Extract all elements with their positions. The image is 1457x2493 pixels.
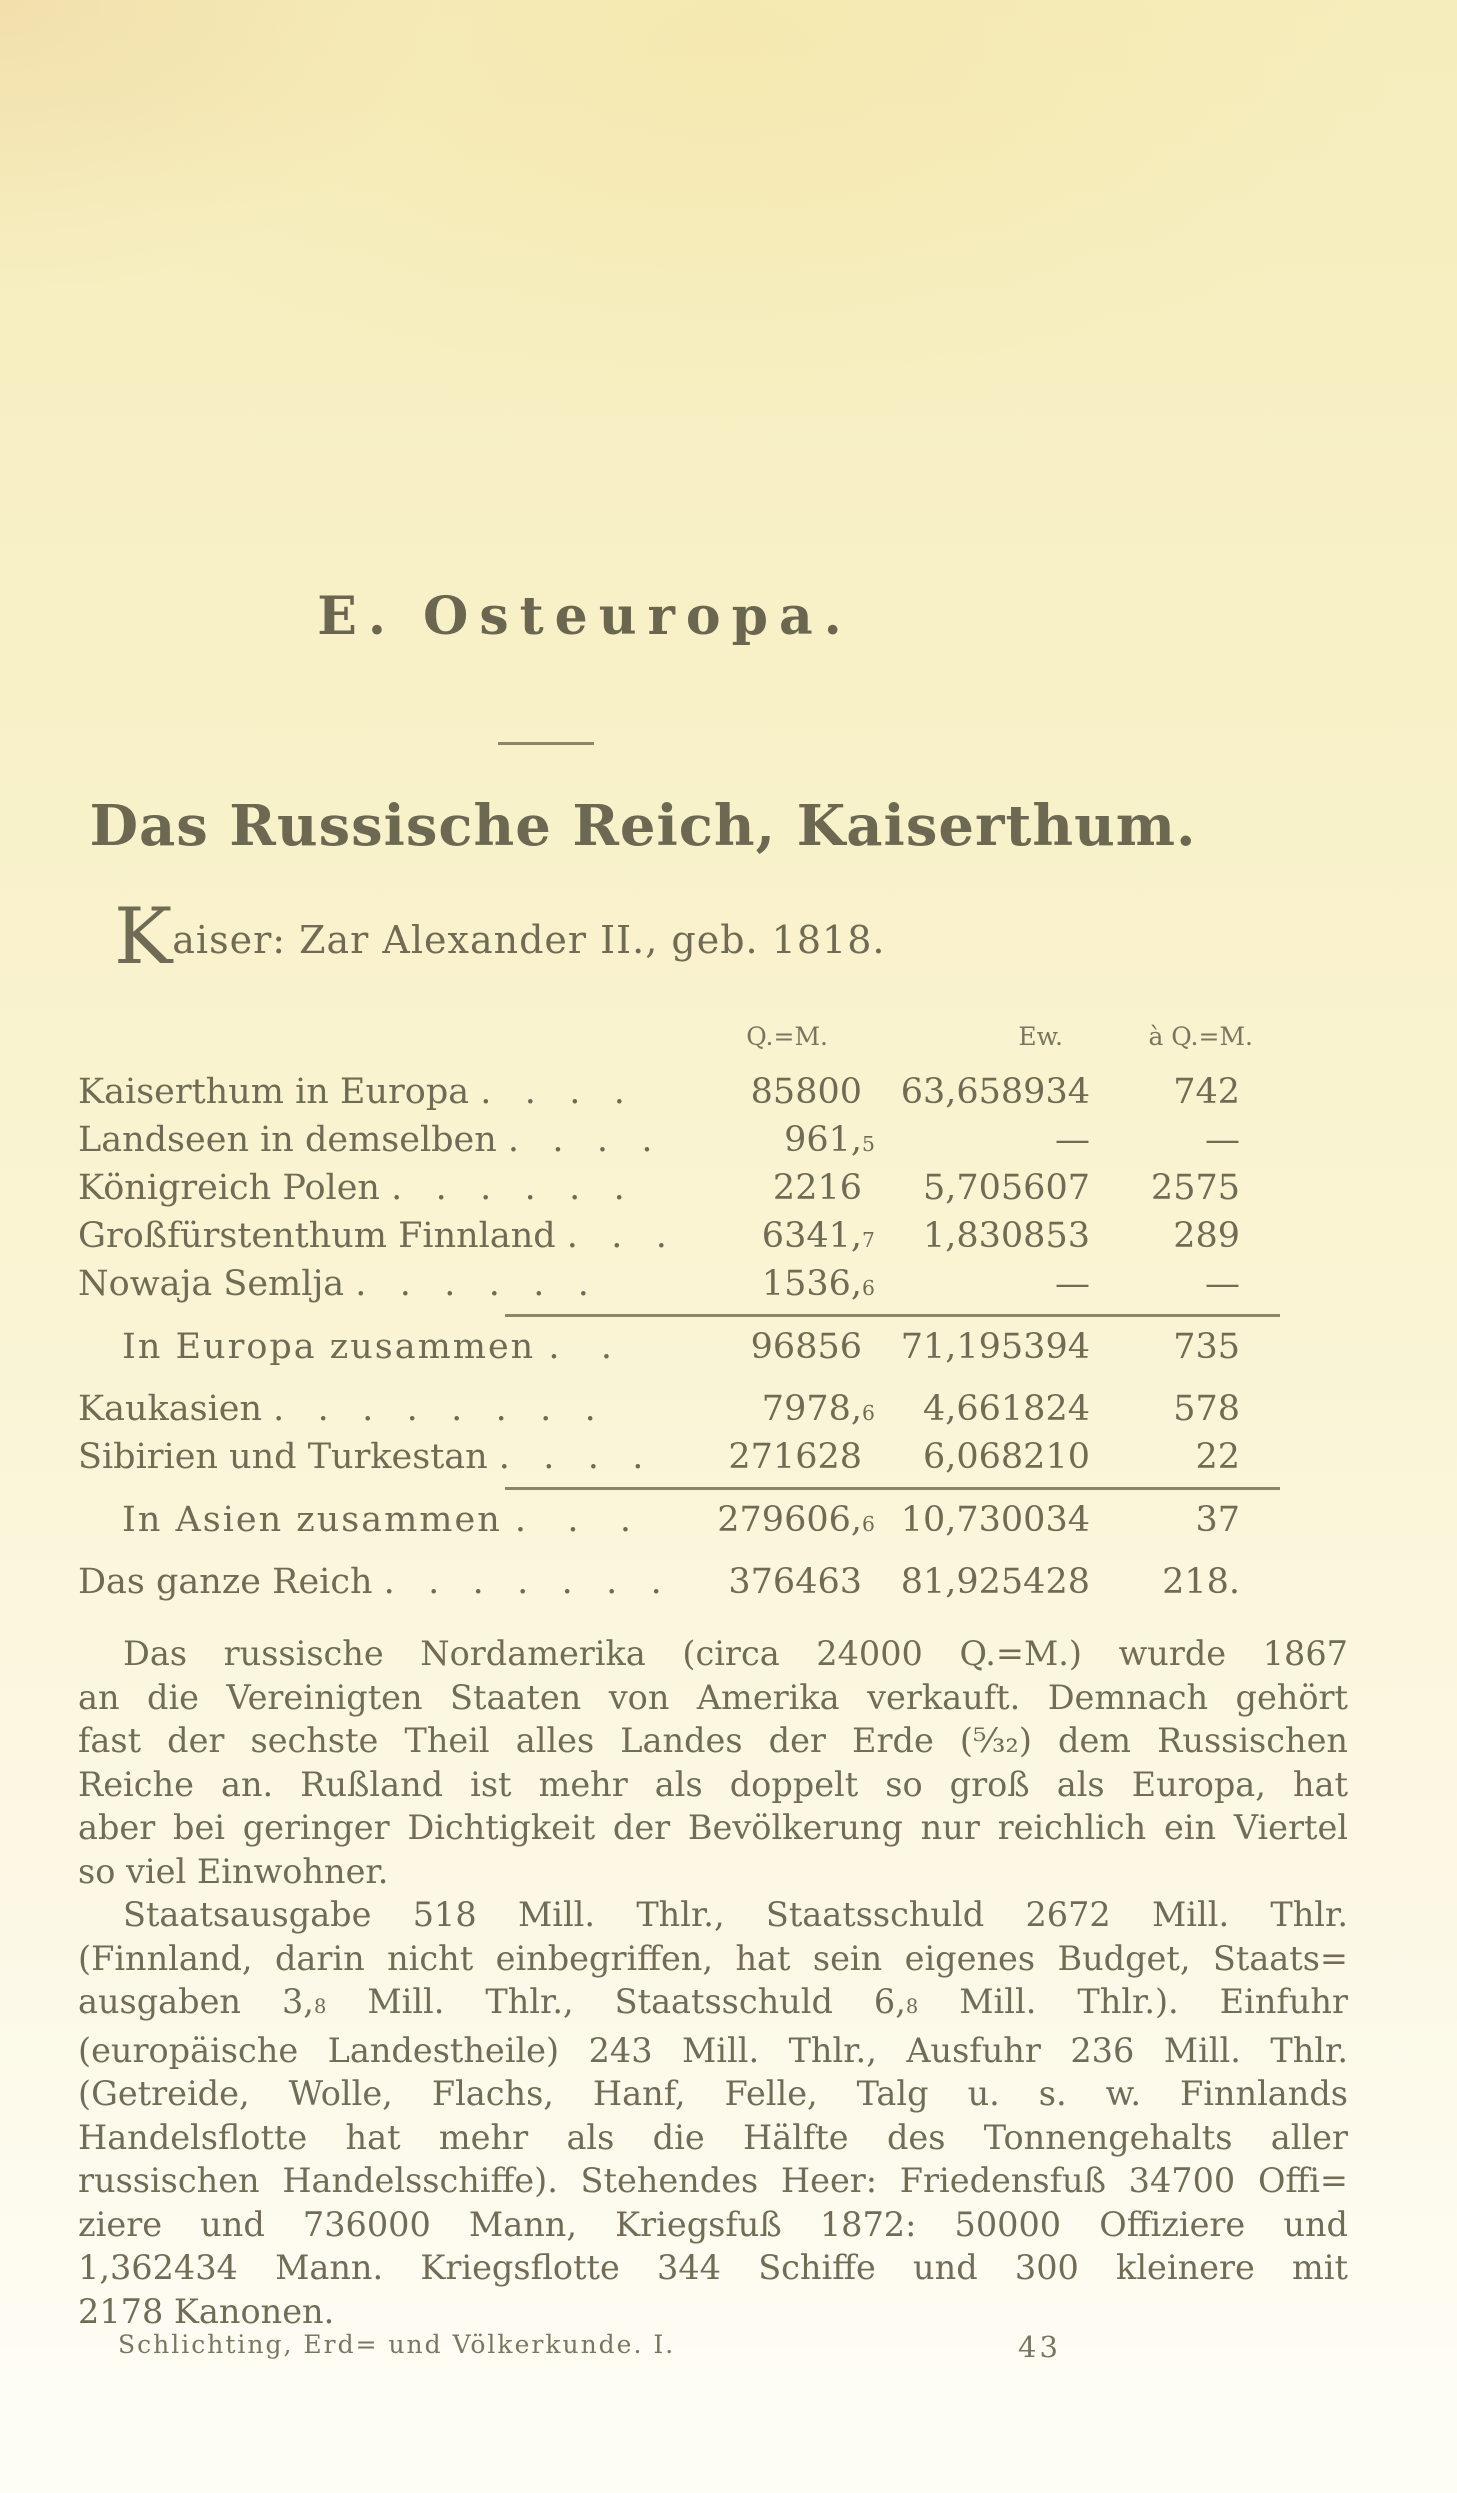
section-heading <box>0 586 1220 647</box>
row-aqm: 37 <box>1195 1500 1240 1540</box>
body-line: Staatsausgabe 518 Mill. Thlr., Staatsschuld 2672 Mill. Thlr. <box>123 1895 1348 1934</box>
row-qm: 271628 <box>728 1437 862 1477</box>
table-row <box>78 1433 1348 1481</box>
body-line: ziere und 736000 Mann, Kriegsfuß 1872: 50000 Offiziere und <box>78 2204 1348 2244</box>
body-line: fast der sechste Theil alles Landes der Erde (⁵⁄₃₂) dem Russischen <box>78 1721 1348 1760</box>
table-row-sum-europe <box>78 1323 1348 1371</box>
table-row <box>78 1068 1348 1116</box>
section-letter: E. <box>317 586 398 647</box>
row-ew: 81,925428 <box>900 1562 1090 1602</box>
row-ew: 63,658934 <box>900 1072 1090 1112</box>
row-qm: 96856 <box>750 1327 862 1367</box>
page-footer <box>78 2330 1348 2370</box>
table-row <box>78 1260 1348 1308</box>
table-row-sum-asia <box>78 1496 1348 1544</box>
body-line: Reiche an. Rußland ist mehr als doppelt so groß als Europa, hat <box>78 1764 1348 1804</box>
drop-cap-initial: K <box>114 892 173 982</box>
row-ew: 10,730034 <box>900 1500 1090 1540</box>
table-row-total <box>78 1558 1348 1606</box>
row-aqm: 218. <box>1162 1562 1240 1602</box>
kaiser-line <box>114 892 886 982</box>
table-sum-rule <box>505 1487 1280 1490</box>
row-label: In Europa zusammen . . <box>122 1327 614 1367</box>
row-aqm: — <box>1205 1264 1240 1304</box>
row-label: Das ganze Reich . . . . . . . <box>78 1562 662 1602</box>
row-ew: 6,068210 <box>922 1437 1090 1477</box>
section-title: Osteuropa. <box>423 586 853 647</box>
chapter-title: Das Russische Reich, Kaiserthum. <box>89 793 1197 859</box>
column-header-qm: Q.=M. <box>746 1022 828 1051</box>
row-qm: 376463 <box>728 1562 862 1602</box>
row-qm: 85800 <box>750 1072 862 1112</box>
row-aqm: — <box>1205 1120 1240 1160</box>
row-aqm: 22 <box>1195 1437 1240 1477</box>
body-line: 2178 Kanonen. <box>78 2291 335 2331</box>
row-label: Sibirien und Turkestan . . . . <box>78 1437 644 1477</box>
row-label: In Asien zusammen . . . <box>122 1500 633 1540</box>
row-ew: — <box>1055 1120 1090 1160</box>
row-aqm: 578 <box>1173 1389 1240 1429</box>
row-ew: — <box>1055 1264 1090 1304</box>
body-line: Handelsflotte hat mehr als die Hälfte des Tonnengehalts aller <box>78 2117 1348 2157</box>
table-row <box>78 1385 1348 1433</box>
row-qm: 7978,6 <box>761 1389 875 1429</box>
page-number: 43 <box>1018 2330 1061 2364</box>
row-aqm: 2575 <box>1150 1168 1240 1208</box>
table-row <box>78 1212 1348 1260</box>
kaiser-line-text: aiser: Zar Alexander II., geb. 1818. <box>172 918 886 962</box>
body-line: (europäische Landestheile) 243 Mill. Thlr., Ausfuhr 236 Mill. Thlr. <box>78 2030 1348 2070</box>
statistics-table <box>78 1022 1348 1606</box>
row-qm: 2216 <box>772 1168 862 1208</box>
body-line: 1,362434 Mann. Kriegsflotte 344 Schiffe und 300 kleinere mit <box>78 2248 1348 2287</box>
body-line: an die Vereinigten Staaten von Amerika verkauft. Demnach gehört <box>78 1677 1348 1717</box>
body-line: (Getreide, Wolle, Flachs, Hanf, Felle, Talg u. s. w. Finnlands <box>78 2074 1348 2113</box>
row-aqm: 735 <box>1173 1327 1240 1367</box>
table-row <box>78 1116 1348 1164</box>
body-line: so viel Einwohner. <box>78 1851 389 1891</box>
row-label: Kaukasien . . . . . . . . <box>78 1389 596 1429</box>
body-text <box>78 1632 1348 2333</box>
row-qm: 279606,6 <box>717 1500 875 1540</box>
column-header-ew: Ew. <box>1018 1022 1063 1051</box>
row-label: Kaiserthum in Europa . . . . <box>78 1072 625 1112</box>
row-qm: 6341,7 <box>761 1216 875 1256</box>
row-label: Großfürstenthum Finnland . . . <box>78 1216 667 1256</box>
row-qm: 1536,6 <box>761 1264 875 1304</box>
table-sum-rule <box>505 1314 1280 1317</box>
row-qm: 961,5 <box>784 1120 875 1160</box>
body-line: (Finnland, darin nicht einbegriffen, hat sein eigenes Budget, Staats= <box>78 1938 1348 1978</box>
table-row <box>78 1164 1348 1212</box>
row-ew: 4,661824 <box>922 1389 1090 1429</box>
body-line: aber bei geringer Dichtigkeit der Bevölkerung nur reichlich ein Viertel <box>78 1808 1348 1847</box>
section-divider <box>498 742 594 745</box>
row-aqm: 742 <box>1173 1072 1240 1112</box>
row-aqm: 289 <box>1173 1216 1240 1256</box>
row-label: Nowaja Semlja . . . . . . <box>78 1264 589 1304</box>
table-header-row <box>78 1022 1348 1068</box>
imprint-line: Schlichting, Erd= und Völkerkunde. I. <box>118 2330 676 2359</box>
body-line: ausgaben 3,8 Mill. Thlr., Staatsschuld 6,8 Mill. Thlr.). Einfuhr <box>78 1982 1348 2021</box>
row-label: Landseen in demselben . . . . <box>78 1120 653 1160</box>
row-ew: 71,195394 <box>900 1327 1090 1367</box>
body-line: russischen Handelsschiffe). Stehendes Heer: Friedensfuß 34700 Offi= <box>78 2161 1348 2200</box>
body-line: Das russische Nordamerika (circa 24000 Q.=M.) wurde 1867 <box>123 1634 1348 1673</box>
row-label: Königreich Polen . . . . . . <box>78 1168 625 1208</box>
column-header-aqm: à Q.=M. <box>1148 1022 1253 1051</box>
row-ew: 1,830853 <box>922 1216 1090 1256</box>
row-ew: 5,705607 <box>922 1168 1090 1208</box>
